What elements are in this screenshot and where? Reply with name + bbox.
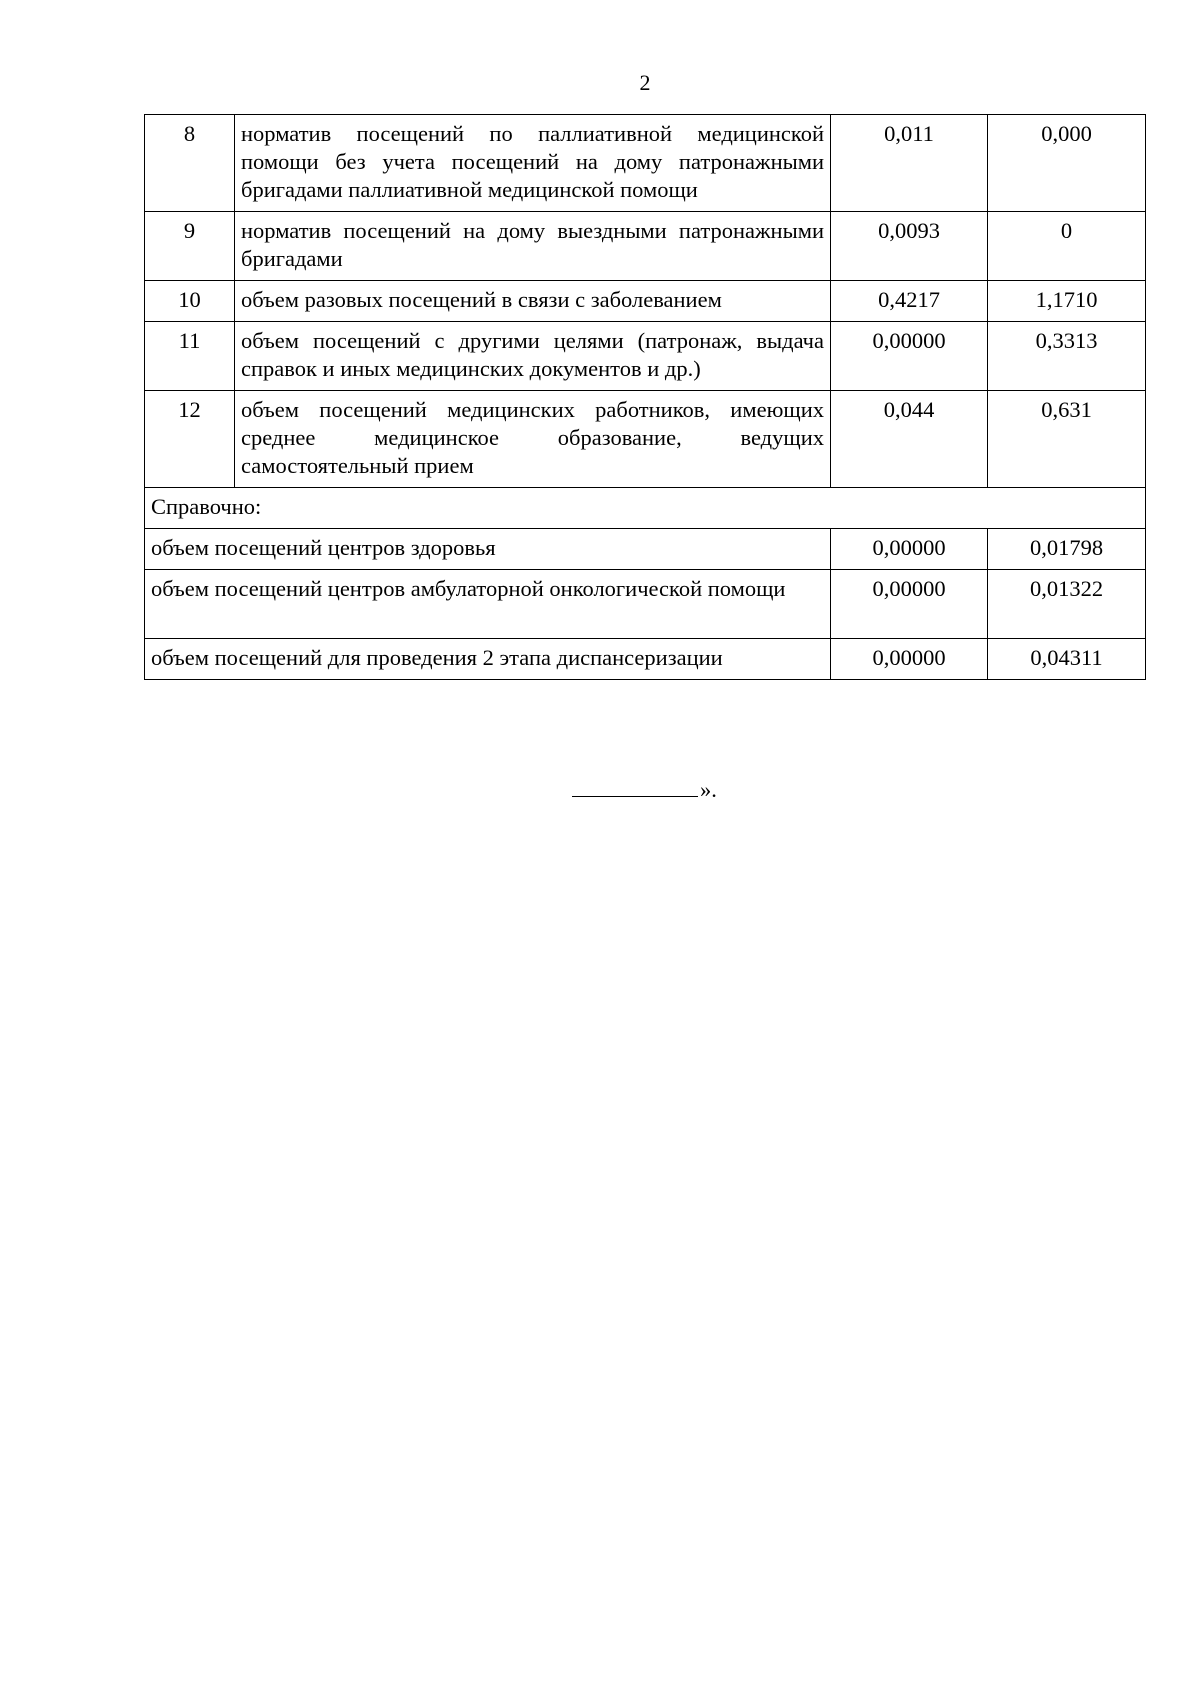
reference-value-2: 0,01798 [988, 529, 1146, 570]
reference-value-1: 0,00000 [831, 639, 988, 680]
row-description: объем посещений с другими целями (патронаж, выдача справок и иных медицинских документов и др.) [235, 322, 831, 391]
page-number: 2 [639, 70, 651, 95]
row-value-2: 0,631 [988, 391, 1146, 488]
row-number: 12 [145, 391, 235, 488]
reference-value-2: 0,01322 [988, 570, 1146, 639]
reference-description: объем посещений центров здоровья [145, 529, 831, 570]
row-description: норматив посещений по паллиативной медицинской помощи без учета посещений на дому патронажными бригадами паллиативной медицинской помощи [235, 115, 831, 212]
reference-description: объем посещений для проведения 2 этапа диспансеризации [145, 639, 831, 680]
row-number: 8 [145, 115, 235, 212]
table-row [145, 115, 1146, 212]
row-value-2: 0 [988, 212, 1146, 281]
row-description: объем разовых посещений в связи с заболеванием [235, 281, 831, 322]
norms-table [144, 114, 1146, 680]
row-value-2: 0,000 [988, 115, 1146, 212]
row-value-1: 0,044 [831, 391, 988, 488]
table-row [145, 391, 1146, 488]
reference-value-1: 0,00000 [831, 529, 988, 570]
table-container [144, 114, 1146, 680]
row-value-1: 0,00000 [831, 322, 988, 391]
table-row [145, 212, 1146, 281]
reference-header-row [145, 488, 1146, 529]
reference-row [145, 570, 1146, 639]
row-value-1: 0,011 [831, 115, 988, 212]
row-description: норматив посещений на дому выездными патронажными бригадами [235, 212, 831, 281]
reference-row [145, 639, 1146, 680]
row-value-1: 0,0093 [831, 212, 988, 281]
blank-underline [572, 776, 698, 797]
row-value-2: 0,3313 [988, 322, 1146, 391]
row-number: 9 [145, 212, 235, 281]
row-description: объем посещений медицинских работников, имеющих среднее медицинское образование, ведущих самостоятельный прием [235, 391, 831, 488]
reference-value-1: 0,00000 [831, 570, 988, 639]
reference-description: объем посещений центров амбулаторной онкологической помощи [145, 570, 831, 639]
closing-quote: ». [700, 777, 717, 802]
row-value-2: 1,1710 [988, 281, 1146, 322]
reference-row [145, 529, 1146, 570]
closing-mark [572, 776, 717, 804]
reference-label: Справочно: [145, 488, 1146, 529]
table-row [145, 281, 1146, 322]
row-number: 10 [145, 281, 235, 322]
row-number: 11 [145, 322, 235, 391]
reference-value-2: 0,04311 [988, 639, 1146, 680]
table-row [145, 322, 1146, 391]
row-value-1: 0,4217 [831, 281, 988, 322]
